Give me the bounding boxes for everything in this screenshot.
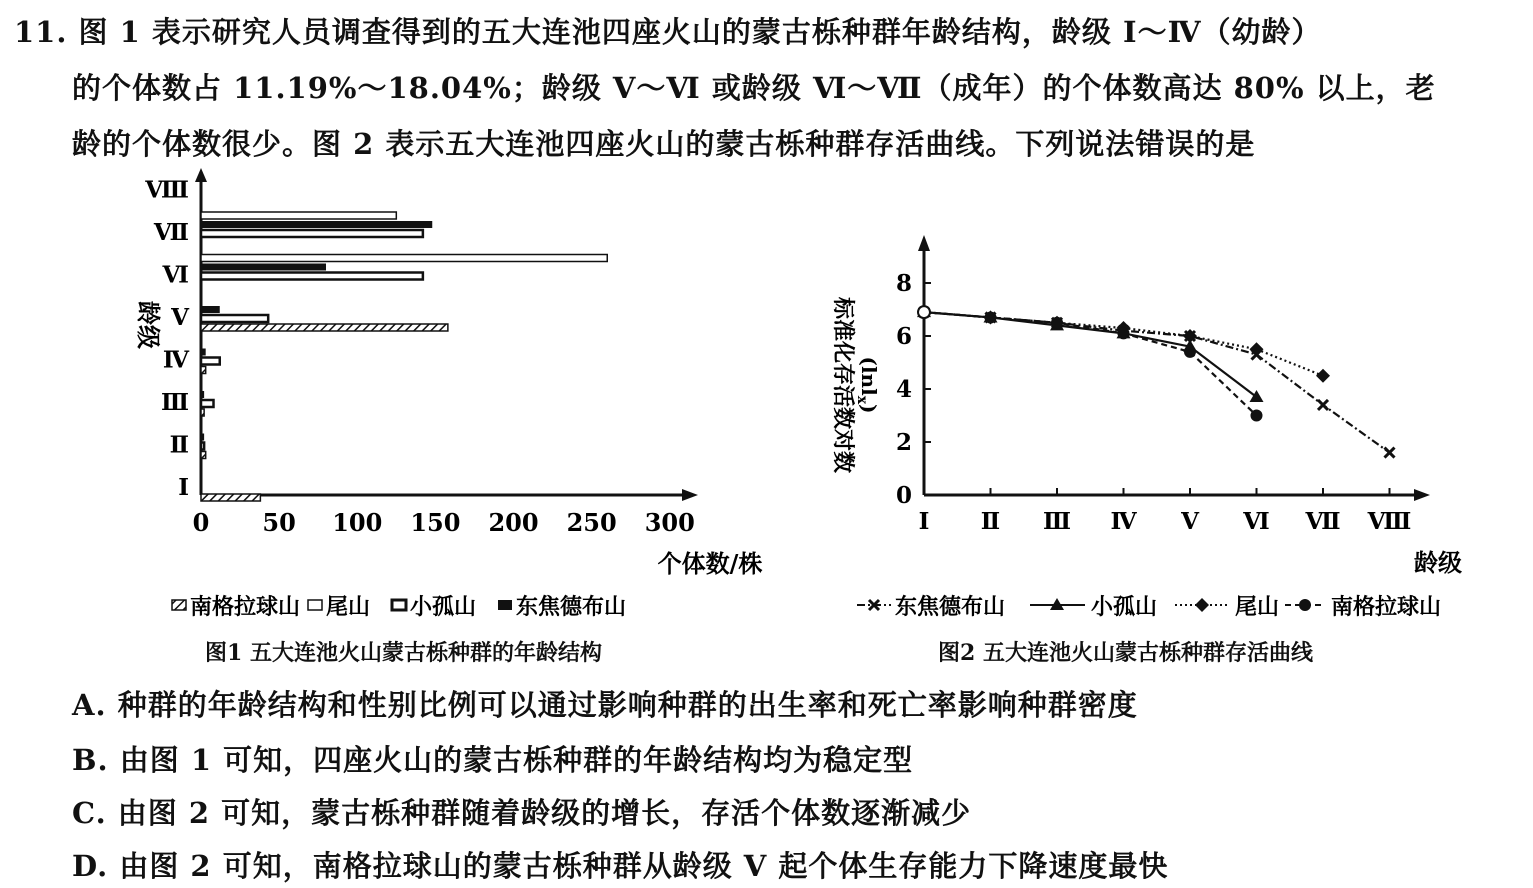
option-d-letter: D. bbox=[72, 849, 109, 883]
figure1-bar bbox=[201, 315, 268, 322]
option-a-text: 种群的年龄结构和性别比例可以通过影响种群的出生率和死亡率影响种群密度 bbox=[117, 688, 1138, 722]
figure2-x-tick-label: Ⅵ bbox=[1243, 508, 1270, 535]
figure2-x-tick-label: Ⅱ bbox=[980, 508, 1001, 535]
figure2-x-tick-label: Ⅳ bbox=[1110, 508, 1137, 535]
figure1-caption: 图1 五大连池火山蒙古栎种群的年龄结构 bbox=[205, 640, 602, 666]
legend1-label-nangelaqiu: 南格拉球山 bbox=[190, 594, 301, 620]
figure1-bar bbox=[201, 367, 206, 374]
figure1-y-tick-label: Ⅱ bbox=[169, 431, 189, 459]
legend1-swatch-dongjiaodebu bbox=[498, 600, 512, 610]
figure1-x-tick-label: 50 bbox=[262, 508, 296, 537]
figure2-y-tick-label: 6 bbox=[895, 323, 912, 350]
legend2-marker-nangelaqiu bbox=[1299, 599, 1311, 611]
figure2-point bbox=[1385, 448, 1395, 458]
figure2-x-tick-label: Ⅰ bbox=[918, 508, 930, 535]
question-stem bbox=[14, 4, 1524, 172]
figure2-x-label: 龄级 bbox=[1414, 548, 1462, 577]
option-c-letter: C. bbox=[72, 796, 107, 830]
figure1-bar bbox=[201, 221, 432, 228]
figure1-x-axis-arrow bbox=[682, 489, 698, 501]
figure1-x-tick-label: 0 bbox=[192, 508, 210, 537]
figure1-bar bbox=[201, 264, 326, 271]
figure1-bar bbox=[201, 273, 423, 280]
figure1-x-tick-label: 150 bbox=[410, 508, 461, 537]
legend1-label-xiaogushan: 小孤山 bbox=[410, 594, 477, 620]
figure2-y-tick-label: 4 bbox=[895, 376, 912, 403]
legend2-label-nangelaqiu: 南格拉球山 bbox=[1331, 594, 1442, 620]
figure1-bar-chart bbox=[100, 160, 763, 590]
figure2-x-tick-label: Ⅲ bbox=[1042, 508, 1072, 535]
figure2-point bbox=[1118, 327, 1130, 339]
figure1-bar bbox=[201, 391, 204, 398]
figure1-y-tick-label: Ⅵ bbox=[162, 261, 189, 289]
figure1-bar bbox=[201, 409, 204, 416]
figure1-bar bbox=[201, 434, 204, 441]
figure1-x-tick-label: 300 bbox=[644, 508, 695, 537]
figure1-x-tick-label: 250 bbox=[566, 508, 617, 537]
figure2-point bbox=[985, 311, 997, 323]
figure1-x-label: 个体数/株 bbox=[657, 549, 763, 578]
figure1-bar bbox=[201, 443, 204, 450]
legend1-label-weishan: 尾山 bbox=[326, 594, 371, 620]
figure1-y-tick-label: Ⅳ bbox=[162, 346, 189, 374]
option-b[interactable] bbox=[72, 738, 913, 779]
figure1-y-tick-label: Ⅶ bbox=[153, 219, 189, 246]
option-b-text: 由图 1 可知，四座火山的蒙古栎种群的年龄结构均为稳定型 bbox=[119, 743, 914, 777]
legend2-label-dongjiaodebu: 东焦德布山 bbox=[895, 594, 1006, 620]
figure1-legend bbox=[170, 588, 710, 628]
option-d-text: 由图 2 可知，南格拉球山的蒙古栎种群从龄级 Ⅴ 起个体生存能力下降速度最快 bbox=[119, 849, 1169, 883]
figure2-point bbox=[1318, 400, 1328, 410]
figure2-start-point bbox=[918, 306, 930, 318]
figure2-point bbox=[1316, 369, 1330, 383]
question-line-2: 的个体数占 11.19%～18.04%；龄级 Ⅴ～Ⅵ 或龄级 Ⅵ～Ⅶ（成年）的个体数高达 80% 以上，老 bbox=[72, 71, 1436, 105]
option-c[interactable] bbox=[72, 791, 971, 832]
figure2-legend bbox=[855, 588, 1495, 628]
figure2-y-axis-arrow bbox=[918, 235, 930, 251]
figure2-x-tick-label: Ⅷ bbox=[1367, 508, 1412, 535]
figure2-point bbox=[1250, 390, 1264, 402]
legend2-label-weishan: 尾山 bbox=[1235, 594, 1280, 620]
question-line-1: 11. 图 1 表示研究人员调查得到的五大连池四座火山的蒙古栎种群年龄结构，龄级 Ⅰ～Ⅳ（幼龄） bbox=[14, 15, 1322, 49]
figure1-x-tick-label: 200 bbox=[488, 508, 539, 537]
figure1-y-label: 龄级 bbox=[134, 301, 163, 349]
figure2-y-unit: (lnl$_x$) bbox=[854, 356, 881, 414]
legend2-label-xiaogushan: 小孤山 bbox=[1091, 594, 1158, 620]
figure1-bar bbox=[201, 324, 448, 331]
figure1-bar bbox=[201, 400, 214, 407]
figure1-bar bbox=[201, 306, 220, 313]
figure2-x-tick-label: Ⅴ bbox=[1181, 508, 1199, 535]
figure2-point bbox=[1184, 346, 1196, 358]
figure1-bar bbox=[201, 349, 206, 356]
option-b-letter: B. bbox=[72, 743, 109, 777]
figure2-series-line bbox=[924, 312, 1390, 452]
figure1-bar bbox=[201, 494, 260, 501]
figure2-x-axis-arrow bbox=[1414, 489, 1430, 501]
figure2-y-tick-label: 2 bbox=[895, 429, 912, 456]
figure2-point bbox=[1051, 317, 1063, 329]
option-a-letter: A. bbox=[72, 688, 107, 722]
figure1-bar bbox=[201, 212, 396, 219]
option-c-text: 由图 2 可知，蒙古栎种群随着龄级的增长，存活个体数逐渐减少 bbox=[117, 796, 972, 830]
figure1-bar bbox=[201, 255, 607, 262]
figure2-x-tick-label: Ⅶ bbox=[1305, 508, 1341, 535]
figure2-line-chart bbox=[800, 225, 1500, 585]
legend1-label-dongjiaodebu: 东焦德布山 bbox=[516, 594, 627, 620]
figure2-point bbox=[1251, 410, 1263, 422]
figure1-bar bbox=[201, 230, 423, 237]
option-d[interactable] bbox=[72, 844, 1168, 885]
legend1-swatch-xiaogushan bbox=[392, 600, 406, 610]
figure1-y-tick-label: Ⅴ bbox=[171, 304, 189, 331]
legend1-swatch-weishan bbox=[308, 600, 322, 610]
option-a[interactable] bbox=[72, 683, 1138, 724]
figure1-x-tick-label: 100 bbox=[332, 508, 383, 537]
legend1-swatch-nangelaqiu bbox=[172, 600, 186, 610]
question-line-3: 龄的个体数很少。图 2 表示五大连池四座火山的蒙古栎种群存活曲线。下列说法错误的是 bbox=[72, 127, 1256, 161]
legend2-marker-weishan bbox=[1195, 598, 1209, 612]
figure1-y-tick-label: Ⅷ bbox=[145, 176, 189, 204]
figure2-y-tick-label: 0 bbox=[895, 482, 912, 509]
figure1-y-tick-label: Ⅲ bbox=[160, 389, 189, 416]
figure2-y-label: 标准化存活数对数 bbox=[830, 296, 856, 474]
figure1-y-axis-arrow bbox=[195, 168, 207, 182]
figure1-bar bbox=[201, 452, 206, 459]
figure2-caption: 图2 五大连池火山蒙古栎种群存活曲线 bbox=[938, 640, 1313, 666]
figure2-y-tick-label: 8 bbox=[895, 270, 912, 297]
figure1-bar bbox=[201, 358, 220, 365]
figure1-y-tick-label: Ⅰ bbox=[178, 474, 189, 501]
